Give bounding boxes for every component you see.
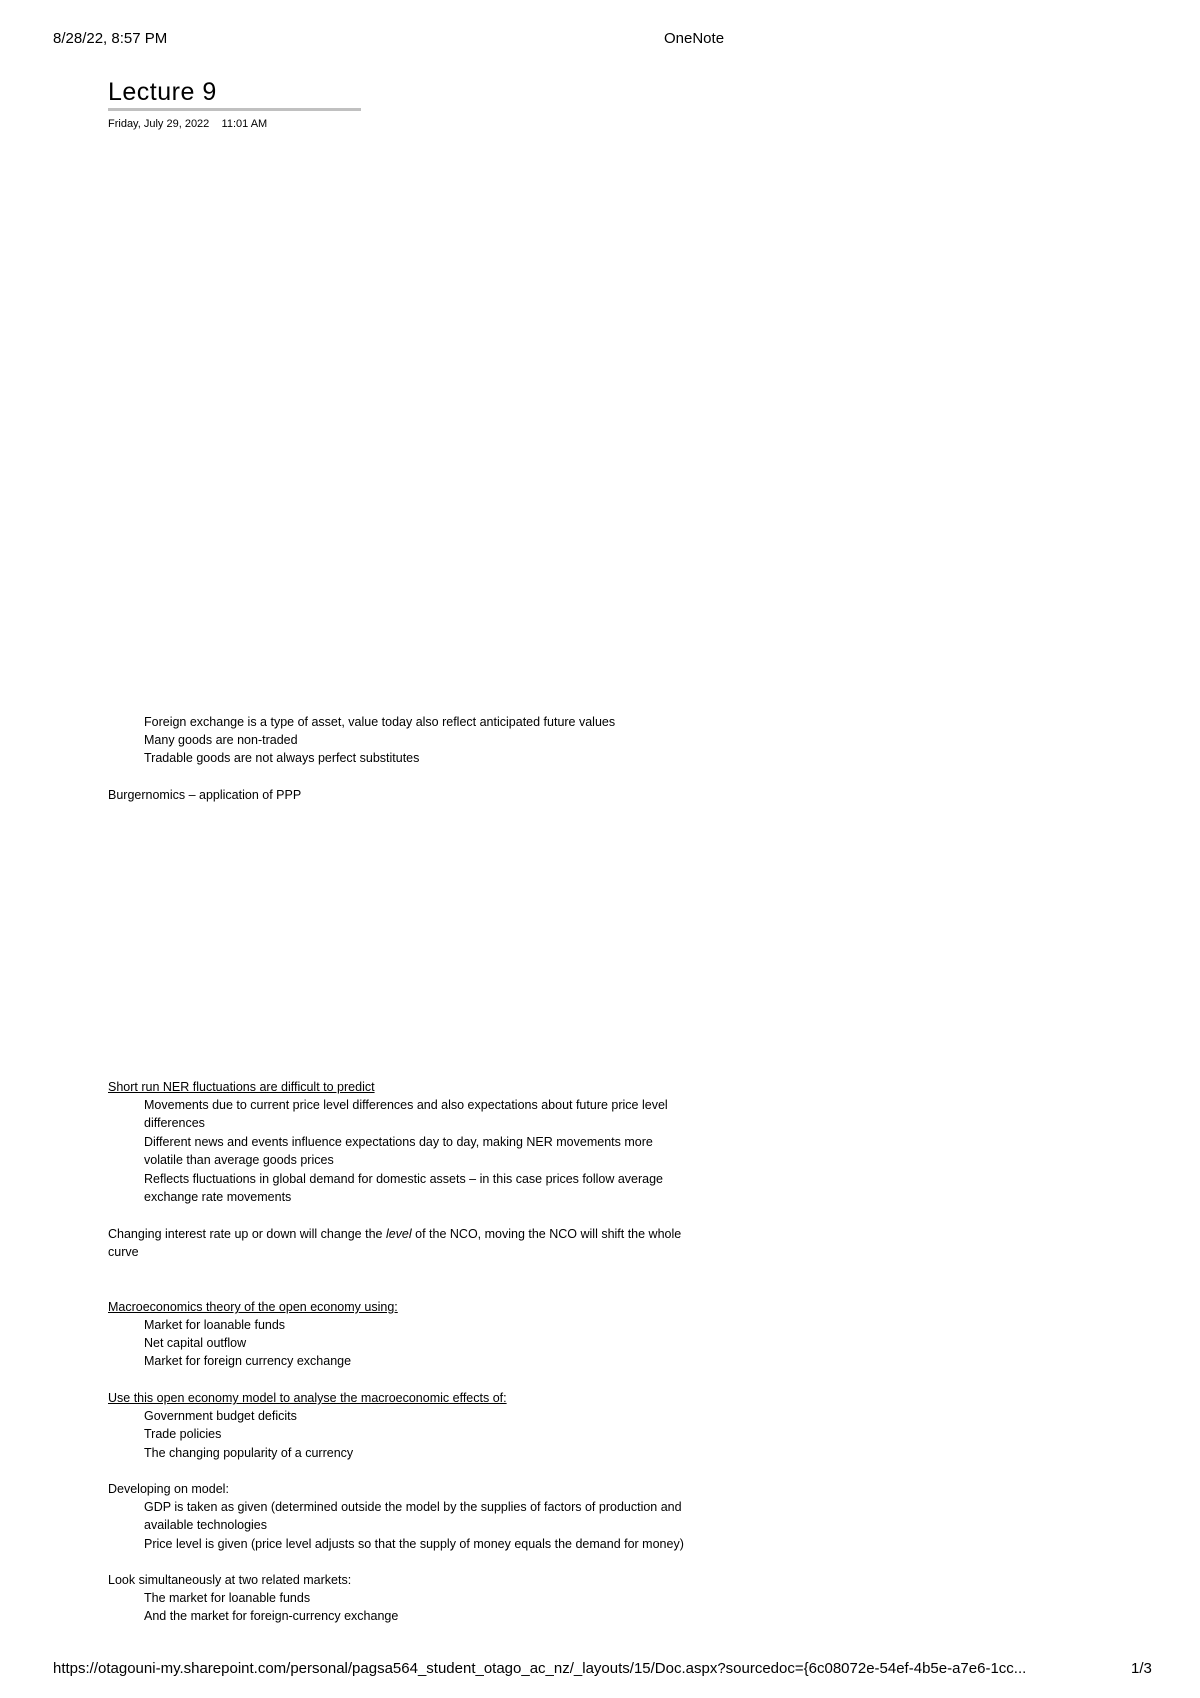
two-markets-item: And the market for foreign-currency exchange	[144, 1609, 399, 1623]
page-date-day: Friday, July 29, 2022	[108, 118, 210, 130]
use-model-item: Government budget deficits	[144, 1409, 297, 1423]
two-markets-heading: Look simultaneously at two related markets:	[108, 1573, 352, 1587]
interest-rate-note-cont: curve	[108, 1245, 139, 1259]
burgernomics-note: Burgernomics – application of PPP	[108, 788, 302, 802]
short-run-heading: Short run NER fluctuations are difficult to predict	[108, 1080, 375, 1094]
print-app-name: OneNote	[664, 30, 725, 47]
ppp-item: Many goods are non-traded	[144, 733, 298, 747]
macro-theory-heading: Macroeconomics theory of the open economy using:	[108, 1300, 398, 1314]
page-date	[108, 118, 267, 130]
short-run-item: Different news and events influence expectations day to day, making NER movements more	[144, 1135, 653, 1149]
ppp-item: Foreign exchange is a type of asset, value today also reflect anticipated future values	[144, 715, 616, 729]
use-model-item: The changing popularity of a currency	[144, 1446, 354, 1460]
developing-item: GDP is taken as given (determined outside the model by the supplies of factors of production and	[144, 1500, 682, 1514]
short-run-item-cont: differences	[144, 1116, 205, 1130]
developing-heading: Developing on model:	[108, 1482, 229, 1496]
title-underline	[108, 108, 361, 111]
short-run-item-cont: volatile than average goods prices	[144, 1153, 334, 1167]
macro-theory-item: Market for loanable funds	[144, 1318, 286, 1332]
use-model-item: Trade policies	[144, 1427, 222, 1441]
print-page-number: 1/3	[1131, 1660, 1152, 1677]
interest-text-a: Changing interest rate up or down will change the	[108, 1227, 386, 1241]
developing-item-cont: available technologies	[144, 1518, 268, 1532]
interest-text-italic: level	[385, 1227, 412, 1241]
print-datetime: 8/28/22, 8:57 PM	[53, 30, 168, 47]
interest-rate-note	[108, 1225, 681, 1243]
ppp-item: Tradable goods are not always perfect substitutes	[144, 751, 420, 765]
short-run-item: Movements due to current price level differences and also expectations about future price level	[144, 1098, 668, 1112]
page-date-time: 11:01 AM	[221, 118, 268, 130]
two-markets-item: The market for loanable funds	[144, 1591, 311, 1605]
interest-text-b: of the NCO, moving the NCO will shift the whole	[411, 1227, 682, 1241]
developing-item: Price level is given (price level adjusts so that the supply of money equals the demand for money)	[144, 1537, 684, 1551]
use-model-heading: Use this open economy model to analyse the macroeconomic effects of:	[108, 1391, 507, 1405]
print-url: https://otagouni-my.sharepoint.com/personal/pagsa564_student_otago_ac_nz/_layouts/15/Doc.aspx?sourcedoc={6c08072e-54ef-4b5e-a7e6-1cc...	[53, 1660, 1027, 1677]
macro-theory-item: Market for foreign currency exchange	[144, 1354, 352, 1368]
macro-theory-item: Net capital outflow	[144, 1336, 247, 1350]
page-title: Lecture 9	[108, 78, 217, 106]
short-run-item: Reflects fluctuations in global demand for domestic assets – in this case prices follow average	[144, 1172, 664, 1186]
short-run-item-cont: exchange rate movements	[144, 1190, 292, 1204]
